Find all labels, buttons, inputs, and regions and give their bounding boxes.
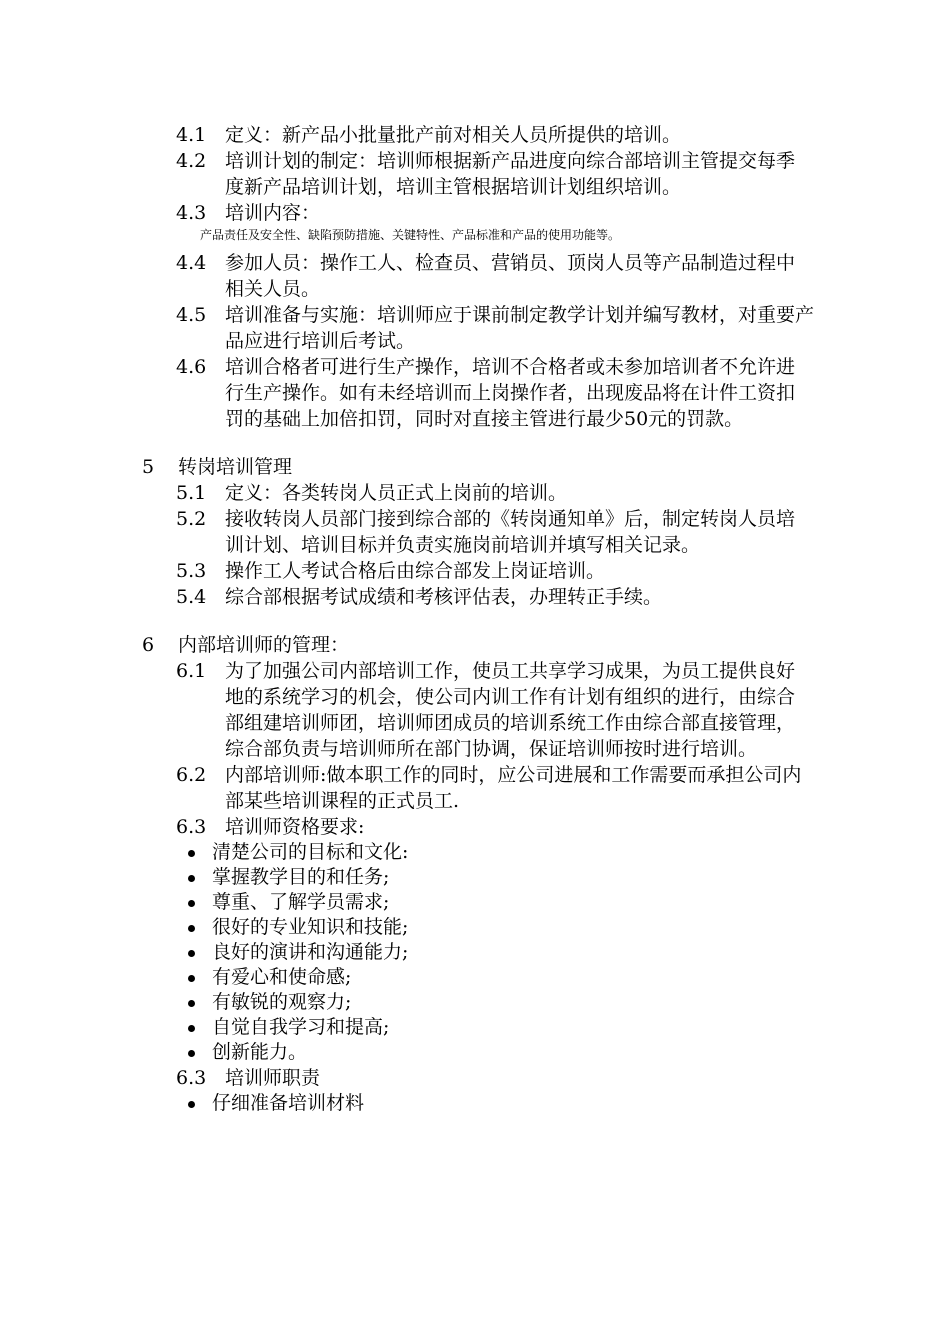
bullet-dot-icon [188,925,195,932]
list-item: 尊重、了解学员需求; [140,890,840,915]
bullet-dot-icon [188,875,195,882]
clause-text: 培训准备与实施：培训师应于课前制定教学计划并编写教材，对重要产品应进行培训后考试。 [225,304,815,352]
clause-text: 培训内容： [225,202,321,224]
bullet-dot-icon [188,900,195,907]
clause-text: 培训合格者可进行生产操作，培训不合格者或未参加培训者不允许进行生产操作。如有未经培训而上岗操作者，出现废品将在计件工资扣罚的基础上加倍扣罚，同时对直接主管进行最少50元的罚款。 [225,356,796,430]
clause-text: 接收转岗人员部门接到综合部的《转岗通知单》后，制定转岗人员培训计划、培训目标并负责实施岗前培训并填写相关记录。 [225,508,796,556]
clause-text: 操作工人考试合格后由综合部发上岗证培训。 [225,560,606,582]
clause-number: 6.2 [176,764,207,786]
bullet-dot-icon [188,1025,195,1032]
clause-number: 5.4 [176,586,207,608]
clause-number: 4.2 [176,150,207,172]
clause-5-4 [140,584,840,610]
section-5-heading [140,454,840,480]
clause-6-3-duties [140,1065,840,1091]
clause-number: 4.5 [176,304,207,326]
section-number: 6 [142,634,155,656]
clause-number: 4.4 [176,252,207,274]
clause-4-5 [140,302,840,354]
list-item: 清楚公司的目标和文化: [140,840,840,865]
section-title: 内部培训师的管理： [178,634,350,656]
clause-number: 5.1 [176,482,207,504]
list-item: 很好的专业知识和技能; [140,915,840,940]
clause-text: 内部培训师:做本职工作的同时，应公司进展和工作需要而承担公司内部某些培训课程的正式员工. [225,764,802,812]
trainer-duties-list [140,1091,840,1116]
clause-number: 4.3 [176,202,207,224]
spacer [140,610,840,632]
clause-number: 6.1 [176,660,207,682]
list-item: 掌握教学目的和任务; [140,865,840,890]
clause-5-2 [140,506,840,558]
bullet-dot-icon [188,1101,195,1108]
clause-text: 为了加强公司内部培训工作，使员工共享学习成果，为员工提供良好地的系统学习的机会，使公司内训工作有计划有组织的进行，由综合部组建培训师团，培训师团成员的培训系统工作由综合部直接管理，综合部负责与培训师所在部门协调，保证培训师按时进行培训。 [225,660,796,760]
clause-text: 培训师资格要求: [225,816,365,838]
bullet-dot-icon [188,850,195,857]
list-item: 创新能力。 [140,1040,840,1065]
clause-number: 4.6 [176,356,207,378]
bullet-dot-icon [188,975,195,982]
clause-text: 定义：新产品小批量批产前对相关人员所提供的培训。 [225,124,682,146]
list-item: 有爱心和使命感; [140,965,840,990]
trainer-qualification-list [140,840,840,1065]
bullet-dot-icon [188,1000,195,1007]
clause-text: 培训计划的制定：培训师根据新产品进度向综合部培训主管提交每季度新产品培训计划，培训主管根据培训计划组织培训。 [225,150,796,198]
clause-text: 定义：各类转岗人员正式上岗前的培训。 [225,482,568,504]
spacer [140,432,840,454]
clause-text: 综合部根据考试成绩和考核评估表，办理转正手续。 [225,586,663,608]
section-title: 转岗培训管理 [178,456,293,478]
clause-text: 培训师职责 [225,1067,321,1089]
clause-6-2 [140,762,840,814]
clause-5-3 [140,558,840,584]
document-body [140,122,840,1116]
clause-number: 6.3 [176,816,207,838]
list-item: 自觉自我学习和提高; [140,1015,840,1040]
bullet-dot-icon [188,950,195,957]
clause-4-4 [140,250,840,302]
clause-6-3 [140,814,840,840]
bullet-dot-icon [188,1050,195,1057]
clause-number: 5.2 [176,508,207,530]
clause-5-1 [140,480,840,506]
clause-text: 参加人员：操作工人、检查员、营销员、顶岗人员等产品制造过程中相关人员。 [225,252,796,300]
section-number: 5 [142,456,155,478]
section-6-heading [140,632,840,658]
list-item: 有敏锐的观察力; [140,990,840,1015]
list-item: 良好的演讲和沟通能力; [140,940,840,965]
list-item: 仔细准备培训材料 [140,1091,840,1116]
clause-number: 5.3 [176,560,207,582]
clause-4-6 [140,354,840,432]
clause-number: 6.3 [176,1067,207,1089]
clause-6-1 [140,658,840,762]
clause-4-2 [140,148,840,200]
training-content-note: 产品责任及安全性、缺陷预防措施、关键特性、产品标准和产品的使用功能等。 [200,228,621,242]
clause-4-1 [140,122,840,148]
clause-number: 4.1 [176,124,207,146]
clause-4-3 [140,200,840,226]
